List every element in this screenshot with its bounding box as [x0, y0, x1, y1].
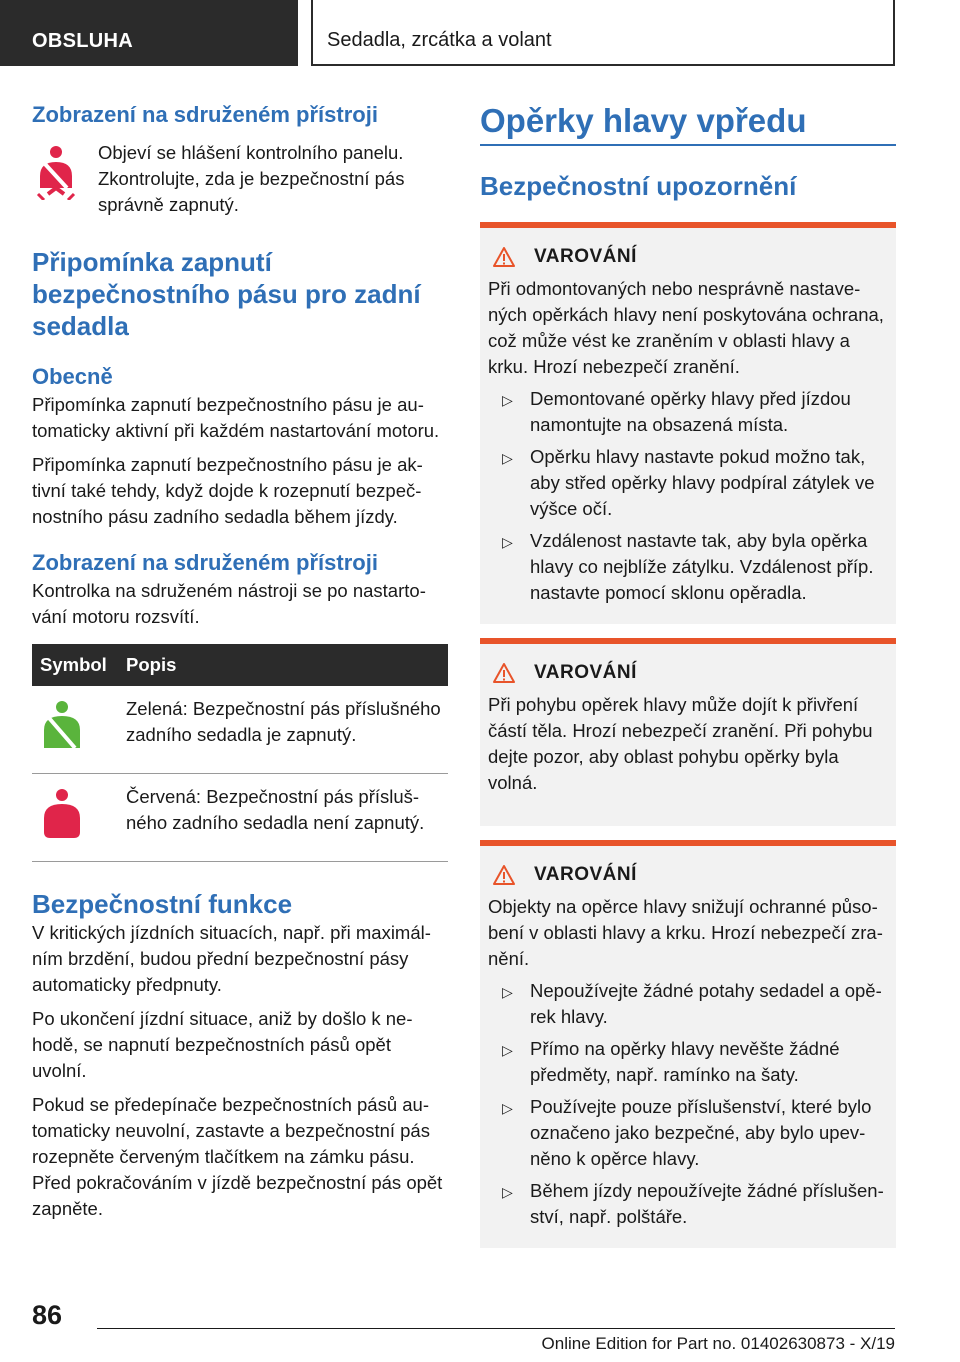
seatbelt-fastened-green-icon: [40, 735, 84, 756]
display2-paragraph: Kontrolka na sdruženém nástroji se po nastartování motoru rozsvítí.: [32, 580, 426, 627]
heading-display-2: Zobrazení na sdruženém přístroji: [32, 550, 378, 575]
general-paragraph-2: Připomínka zapnutí bezpečnostního pásu je aktivní také tehdy, když dojde k rozepnutí bezpečnostního pásu zadního sedadla během jízdy.: [32, 454, 423, 527]
display-note: [32, 140, 448, 218]
page-number: 86: [32, 1300, 63, 1330]
table-cell-desc: Zelená: Bezpečnostní pás příslušného zadního sedadla je zapnutý.: [118, 686, 448, 774]
list-item: ▷ Demontované opěrky hlavy před jízdou namontujte na obsazená místa.: [488, 386, 888, 438]
warning-text: Při odmontovaných nebo nesprávně nastavených opěrkách hlavy není poskytována ochrana, což může vést ke zraněním v oblasti hlavy a krku. Hrozí nebezpečí zranění.: [488, 278, 884, 377]
seatbelt-warning-red-icon: [32, 140, 98, 218]
heading-safety-function: Bezpečnostní funkce: [32, 889, 293, 919]
bullet-triangle-icon: ▷: [502, 1100, 513, 1116]
footer-edition: Online Edition for Part no. 01402630873 - X/19: [541, 1334, 895, 1353]
symbol-table: [32, 644, 448, 862]
warning-box: [480, 222, 896, 624]
general-paragraph-1: Připomínka zapnutí bezpečnostního pásu je automaticky aktivní při každém nastartování motoru.: [32, 394, 440, 441]
warning-label: VAROVÁNÍ: [534, 662, 637, 683]
display-note-text: Objeví se hlášení kontrolního panelu. Zkontrolujte, zda je bezpečnostní pás správně zapnutý.: [98, 142, 405, 215]
warning-triangle-icon: [492, 864, 516, 886]
warning-box: [480, 840, 896, 1248]
seatbelt-unfastened-red-icon: [40, 823, 84, 844]
list-item: ▷ Přímo na opěrky hlavy nevěšte žádné předměty, např. ramínko na šaty.: [488, 1036, 888, 1088]
bullet-triangle-icon: ▷: [502, 1184, 513, 1200]
warning-label: VAROVÁNÍ: [534, 864, 637, 885]
safety-paragraph-1: V kritických jízdních situacích, např. při maximálním brzdění, budou přední bezpečnostní pásy automaticky předpnuty.: [32, 922, 431, 995]
safety-paragraph-3: Pokud se předepínače bezpečnostních pásů automaticky neuvolní, zastavte a bezpečnostní pás rozepněte červeným tlačítkem na zámku pásu. Před pokračováním v jízdě bezpečnostní pás opět zapněte.: [32, 1094, 443, 1219]
list-item: ▷ Vzdálenost nastavte tak, aby byla opěrka hlavy co nejblíže zátylku. Vzdálenost příp. nastavte pomocí sklonu opěradla.: [488, 528, 888, 606]
table-header-symbol: Symbol: [32, 644, 118, 686]
warning-label: VAROVÁNÍ: [534, 246, 637, 267]
table-cell-desc: Červená: Bezpečnostní pás příslušného zadního sedadla není zapnutý.: [118, 774, 448, 862]
section-tab: OBSLUHA: [0, 0, 298, 66]
warning-triangle-icon: [492, 662, 516, 684]
table-row: [32, 686, 448, 774]
chapter-title: Sedadla, zrcátka a volant: [311, 0, 895, 66]
heading-headrests: Opěrky hlavy vpředu: [480, 102, 807, 139]
warning-box: [480, 638, 896, 826]
warning-text: Objekty na opěrce hlavy snižují ochranné působení v oblasti hlavy a krku. Hrozí nebezpečí zranění.: [488, 896, 883, 969]
warning-triangle-icon: [492, 246, 516, 268]
heading-general: Obecně: [32, 364, 113, 389]
bullet-triangle-icon: ▷: [502, 1042, 513, 1058]
list-item: ▷ Používejte pouze příslušenství, které bylo označeno jako bezpečné, aby bylo upevněno k opěrce hlavy.: [488, 1094, 888, 1172]
footer-divider: [97, 1328, 895, 1329]
bullet-triangle-icon: ▷: [502, 534, 513, 550]
list-item: ▷ Opěrku hlavy nastavte pokud možno tak, aby střed opěrky hlavy podpíral zátylek ve výšce očí.: [488, 444, 888, 522]
title-divider: [480, 144, 896, 146]
bullet-triangle-icon: ▷: [502, 392, 513, 408]
warning-text: Při pohybu opěrek hlavy může dojít k přivření částí těla. Hrozí nebezpečí zranění. Při pohybu dejte pozor, aby oblast pohybu opěrky byla volná.: [488, 694, 873, 793]
heading-reminder: Připomínka zapnutí bezpečnostního pásu pro zadní sedadla: [32, 247, 421, 341]
bullet-triangle-icon: ▷: [502, 984, 513, 1000]
table-header-desc: Popis: [118, 644, 448, 686]
right-column: [480, 100, 896, 1248]
list-item: ▷ Nepoužívejte žádné potahy sedadel a opěrek hlavy.: [488, 978, 888, 1030]
left-column: [32, 100, 448, 1222]
bullet-triangle-icon: ▷: [502, 450, 513, 466]
table-row: [32, 774, 448, 862]
page-header: [0, 0, 960, 66]
heading-safety-notes: Bezpečnostní upozornění: [480, 171, 797, 201]
list-item: ▷ Během jízdy nepoužívejte žádné příslušenství, např. polštáře.: [488, 1178, 888, 1230]
safety-paragraph-2: Po ukončení jízdní situace, aniž by došlo k nehodě, se napnutí bezpečnostních pásů opět uvolní.: [32, 1008, 413, 1081]
warning-bullets: [488, 386, 888, 606]
warning-bullets: [488, 978, 888, 1230]
heading-display-1: Zobrazení na sdruženém přístroji: [32, 102, 378, 127]
